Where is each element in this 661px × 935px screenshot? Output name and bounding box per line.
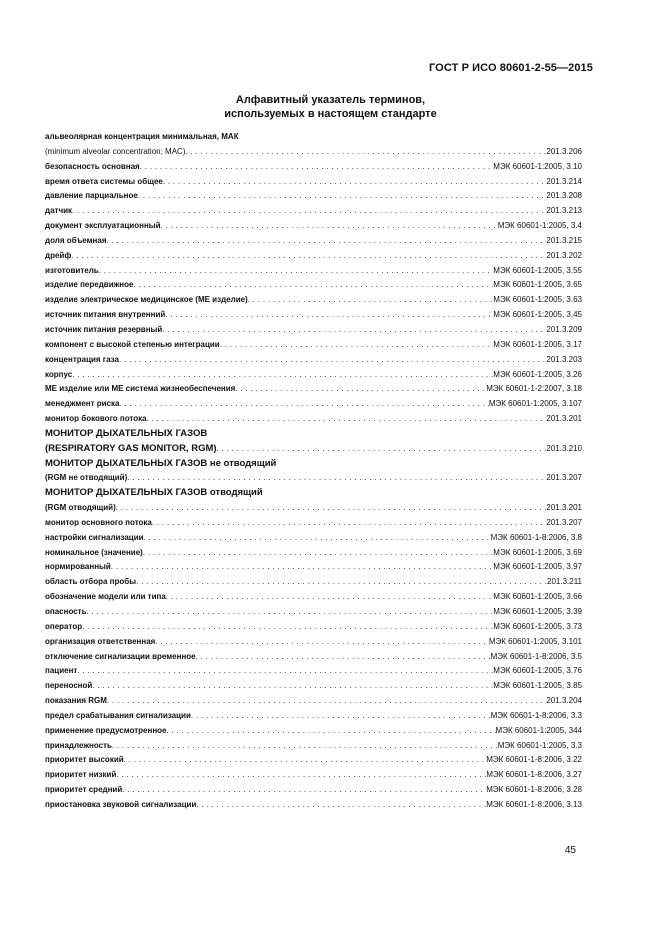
- reference: МЭК 60601-1:2005, 3.45: [493, 310, 582, 320]
- term: обозначение модели или типа: [45, 592, 166, 602]
- reference: МЭК 60601-1:2005, 3.39: [493, 607, 582, 616]
- reference: МЭК 60601-1:2005, 3.10: [493, 161, 582, 171]
- reference: 201.3.208: [546, 191, 582, 201]
- term: источник питания резервный: [45, 324, 163, 334]
- list-item: [45, 338, 582, 353]
- term: оператор: [45, 621, 83, 631]
- list-item: [45, 605, 582, 620]
- term: доля объемная: [45, 235, 107, 245]
- list-item: [45, 323, 582, 338]
- term: изготовитель: [45, 265, 99, 275]
- reference: МЭК 60601-1:2005, 3.55: [493, 265, 582, 275]
- list-item: [45, 531, 582, 546]
- term: опасность: [45, 607, 87, 616]
- term: дрейф: [45, 250, 72, 260]
- list-item: [45, 234, 582, 249]
- term: отключение сигнализации временное: [45, 651, 196, 661]
- list-item: [45, 798, 582, 813]
- list-item: [45, 457, 582, 472]
- term: предел срабатывания сигнализации: [45, 710, 191, 720]
- reference: МЭК 60601-1:2005, 3.26: [493, 369, 582, 379]
- term: (RESPIRATORY GAS MONITOR, RGM): [45, 442, 217, 454]
- page-title: [0, 93, 661, 121]
- term: пациент: [45, 666, 78, 676]
- list-item: [45, 753, 582, 768]
- term: приоритет средний: [45, 785, 123, 795]
- term: настройки сигнализации: [45, 532, 144, 542]
- term: номинальное (значение): [45, 547, 143, 557]
- reference: 201.3.210: [546, 443, 582, 453]
- term: приостановка звуковой сигнализации: [45, 799, 197, 809]
- list-item: [45, 486, 582, 501]
- list-item: [45, 145, 582, 160]
- reference: МЭК 60601-1:2005, 3.73: [493, 621, 582, 631]
- term: применение предусмотренное: [45, 725, 167, 735]
- list-item: [45, 308, 582, 323]
- reference: МЭК 60601-1-8:2006, 3.13: [486, 799, 582, 809]
- term: переносной: [45, 681, 93, 691]
- term: давление парциальное: [45, 191, 138, 201]
- list-item: [45, 590, 582, 605]
- term: источник питания внутренний: [45, 310, 166, 320]
- term: (RGM не отводящий): [45, 473, 128, 483]
- list-item: [45, 442, 582, 457]
- list-item: [45, 679, 582, 694]
- term: принадлежность: [45, 740, 112, 750]
- reference: МЭК 60601-1-2:2007, 3.18: [486, 384, 582, 394]
- reference: МЭК 60601-1:2005, 3.107: [488, 399, 582, 409]
- reference: МЭК 60601-1:2005, 3.3: [497, 740, 582, 750]
- list-item: [45, 175, 582, 190]
- reference: МЭК 60601-1:2005, 3.63: [493, 295, 582, 305]
- reference: 201.3.203: [546, 354, 582, 364]
- list-item: [45, 397, 582, 412]
- page-number: 45: [564, 845, 576, 856]
- term: МОНИТОР ДЫХАТЕЛЬНЫХ ГАЗОВ не отводящий: [45, 457, 277, 469]
- reference: 201.3.201: [546, 414, 582, 424]
- term: корпус: [45, 369, 73, 379]
- reference: МЭК 60601-1:2005, 3.65: [493, 280, 582, 290]
- list-item: [45, 560, 582, 575]
- reference: МЭК 60601-1-8:2006, 3.27: [486, 770, 582, 780]
- list-item: [45, 382, 582, 397]
- reference: МЭК 60601-1-8:2006, 3.22: [486, 755, 582, 765]
- list-item: [45, 264, 582, 279]
- list-item: [45, 293, 582, 308]
- term: МОНИТОР ДЫХАТЕЛЬНЫХ ГАЗОВ отводящий: [45, 487, 263, 499]
- list-item: [45, 219, 582, 234]
- list-item: [45, 471, 582, 486]
- term: датчик: [45, 206, 73, 216]
- reference: 201.3.213: [546, 206, 582, 216]
- list-item: [45, 694, 582, 709]
- reference: 201.3.214: [546, 176, 582, 186]
- title-line-1: Алфавитный указатель терминов,: [235, 94, 426, 106]
- reference: 201.3.209: [546, 324, 582, 334]
- reference: 201.3.207: [546, 473, 582, 483]
- list-item: [45, 739, 582, 754]
- list-item: [45, 204, 582, 219]
- term: безопасность основная: [45, 161, 140, 171]
- list-item: [45, 501, 582, 516]
- list-item: [45, 635, 582, 650]
- term: монитор основного потока: [45, 517, 152, 527]
- reference: МЭК 60601-1:2005, 3.66: [493, 592, 582, 602]
- reference: МЭК 60601-1-8:2006, 3.28: [486, 785, 582, 795]
- list-item: [45, 160, 582, 175]
- term: (minimum alveolar concentration; MAC): [45, 146, 186, 156]
- list-item: [45, 768, 582, 783]
- list-item: [45, 620, 582, 635]
- term: компонент с высокой степенью интеграции: [45, 339, 220, 349]
- term: МОНИТОР ДЫХАТЕЛЬНЫХ ГАЗОВ: [45, 427, 208, 439]
- term: область отбора пробы: [45, 577, 137, 587]
- term: показания RGM: [45, 696, 107, 706]
- reference: МЭК 60601-1:2005, 3.4: [497, 221, 582, 231]
- term-index-list: [45, 130, 582, 813]
- list-item: [45, 278, 582, 293]
- term: ME изделие или ME система жизнеобеспечения: [45, 384, 236, 394]
- reference: 201.3.206: [546, 146, 582, 156]
- reference: 201.3.207: [546, 517, 582, 527]
- reference: МЭК 60601-1:2005, 344: [495, 725, 582, 735]
- list-item: [45, 546, 582, 561]
- reference: МЭК 60601-1:2005, 3.97: [493, 562, 582, 572]
- list-item: [45, 249, 582, 264]
- list-item: [45, 516, 582, 531]
- reference: МЭК 60601-1-8:2006, 3.8: [490, 532, 582, 542]
- term: концентрация газа: [45, 354, 119, 364]
- list-item: [45, 427, 582, 442]
- reference: МЭК 60601-1-8:2006, 3.3: [490, 710, 582, 720]
- list-item: [45, 412, 582, 427]
- term: организация ответственная: [45, 636, 156, 646]
- list-item: [45, 709, 582, 724]
- title-line-2: используемых в настоящем стандарте: [224, 108, 437, 120]
- term: документ эксплуатационный: [45, 221, 161, 231]
- reference: 201.3.201: [546, 503, 582, 513]
- reference: МЭК 60601-1-8:2006, 3.5: [490, 651, 582, 661]
- term: нормированный: [45, 562, 111, 572]
- document-header: ГОСТ Р ИСО 80601-2-55—2015: [428, 62, 593, 74]
- list-item: [45, 368, 582, 383]
- list-item: [45, 664, 582, 679]
- reference: МЭК 60601-1:2005, 3.17: [493, 339, 582, 349]
- reference: 201.3.215: [546, 235, 582, 245]
- term: альвеолярная концентрация минимальная, МАК: [45, 132, 239, 141]
- reference: 201.3.211: [547, 577, 582, 587]
- list-item: [45, 575, 582, 590]
- list-item: [45, 353, 582, 368]
- term: менеджмент риска: [45, 399, 120, 409]
- reference: МЭК 60601-1:2005, 3.101: [488, 636, 582, 646]
- term: изделие передвижное: [45, 280, 134, 290]
- reference: МЭК 60601-1:2005, 3.76: [493, 666, 582, 676]
- term: время ответа системы общее: [45, 176, 163, 186]
- term: приоритет низкий: [45, 770, 117, 780]
- term: (RGM отводящий): [45, 503, 116, 513]
- list-item: [45, 650, 582, 665]
- reference: 201.3.202: [546, 250, 582, 260]
- list-item: [45, 724, 582, 739]
- reference: МЭК 60601-1:2005, 3.69: [493, 547, 582, 557]
- term: изделие электрическое медицинское (ME изделие): [45, 295, 248, 305]
- list-item: [45, 189, 582, 204]
- term: приоритет высокий: [45, 755, 124, 765]
- reference: МЭК 60601-1:2005, 3.85: [493, 681, 582, 691]
- term: монитор бокового потока: [45, 414, 147, 424]
- reference: 201.3.204: [546, 696, 582, 706]
- list-item: [45, 783, 582, 798]
- list-item: [45, 130, 582, 145]
